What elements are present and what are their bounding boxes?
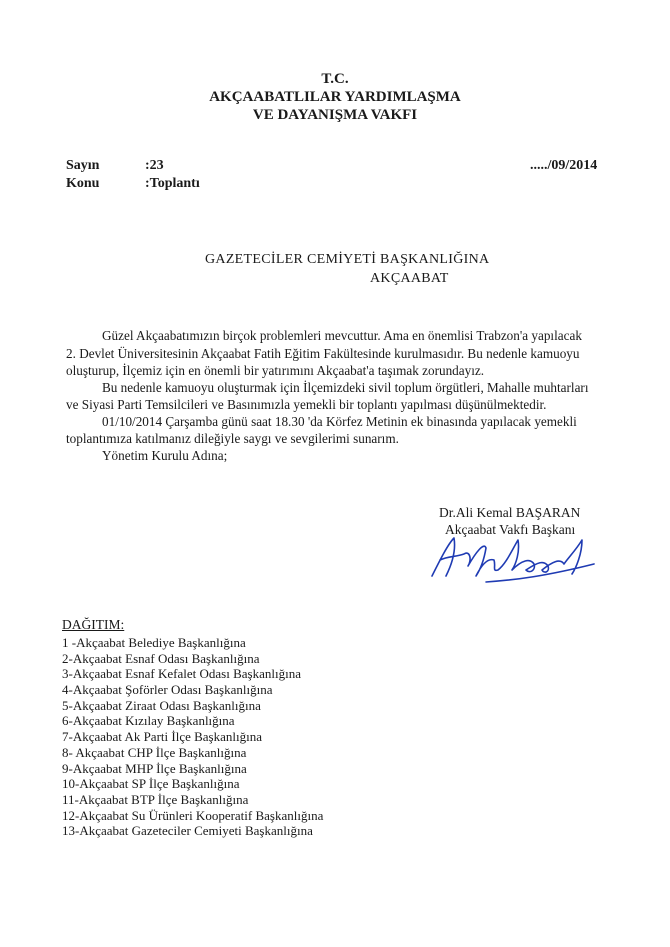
body-paragraph-2-line-1: Bu nedenle kamuoyu oluşturmak için İlçemizdeki sivil toplum örgütleri, Mahalle muhtarları — [102, 380, 589, 395]
list-item: 5-Akçaabat Ziraat Odası Başkanlığına — [62, 697, 261, 713]
distribution-list — [62, 635, 323, 839]
list-item: 11-Akçaabat BTP İlçe Başkanlığına — [62, 791, 249, 807]
body-paragraph-2-line-2: ve Siyasi Parti Temsilcileri ve Basınımızla yemekli bir toplantı yapılması düşünülmektedir. — [66, 397, 547, 412]
signatory-title: Akçaabat Vakfı Başkanı — [445, 522, 576, 537]
konu-label: Konu — [66, 176, 100, 191]
closing-line: Yönetim Kurulu Adına; — [102, 448, 228, 463]
sayin-label: Sayın — [66, 158, 100, 173]
list-item: 7-Akçaabat Ak Parti İlçe Başkanlığına — [62, 729, 262, 745]
body-paragraph-1-line-2: 2. Devlet Üniversitesinin Akçaabat Fatih Eğitim Fakültesinde kurulmasıdır. Bu nedenle kamuoyu — [66, 346, 580, 361]
list-item: 10-Akçaabat SP İlçe Başkanlığına — [62, 776, 240, 792]
konu-value: :Toplantı — [145, 176, 200, 191]
header-line-foundation-name: AKÇAABATLILAR YARDIMLAŞMA — [209, 89, 461, 105]
list-item: 1 -Akçaabat Belediye Başkanlığına — [62, 635, 246, 650]
distribution-title: DAĞITIM: — [62, 617, 125, 632]
list-item: 12-Akçaabat Su Ürünleri Kooperatif Başkanlığına — [62, 807, 324, 823]
list-item: 6-Akçaabat Kızılay Başkanlığına — [62, 713, 235, 729]
handwritten-signature — [426, 530, 601, 588]
document-date: ...../09/2014 — [530, 158, 598, 173]
sayin-value: :23 — [145, 158, 164, 173]
list-item: 4-Akçaabat Şoförler Odası Başkanlığına — [62, 682, 273, 698]
list-item: 2-Akçaabat Esnaf Odası Başkanlığına — [62, 650, 260, 666]
body-paragraph-1-line-1: Güzel Akçaabatımızın birçok problemleri mevcuttur. Ama en önemlisi Trabzon'a yapılacak — [102, 328, 582, 343]
header-line-foundation-name-2: VE DAYANIŞMA VAKFI — [252, 107, 418, 123]
body-paragraph-3-line-2: toplantımıza katılmanız dileğiyle saygı ve sevgilerimi sunarım. — [66, 431, 399, 446]
recipient-line-1: GAZETECİLER CEMİYETİ BAŞKANLIĞINA — [205, 252, 490, 267]
signatory-name: Dr.Ali Kemal BAŞARAN — [439, 505, 581, 520]
recipient-line-2: AKÇAABAT — [370, 271, 449, 286]
list-item: 8- Akçaabat CHP İlçe Başkanlığına — [62, 744, 247, 760]
list-item: 13-Akçaabat Gazeteciler Cemiyeti Başkanlığına — [62, 823, 313, 839]
list-item: 3-Akçaabat Esnaf Kefalet Odası Başkanlığına — [62, 666, 301, 682]
body-paragraph-3-line-1: 01/10/2014 Çarşamba günü saat 18.30 'da Körfez Metinin ek binasında yapılacak yemekli — [102, 414, 577, 429]
list-item: 9-Akçaabat MHP İlçe Başkanlığına — [62, 760, 247, 776]
header-line-tc: T.C. — [321, 71, 349, 87]
body-paragraph-1-line-3: oluşturup, İlçemiz için en önemli bir yatırımını Akçaabat'a taşımak zorundayız. — [66, 363, 485, 378]
